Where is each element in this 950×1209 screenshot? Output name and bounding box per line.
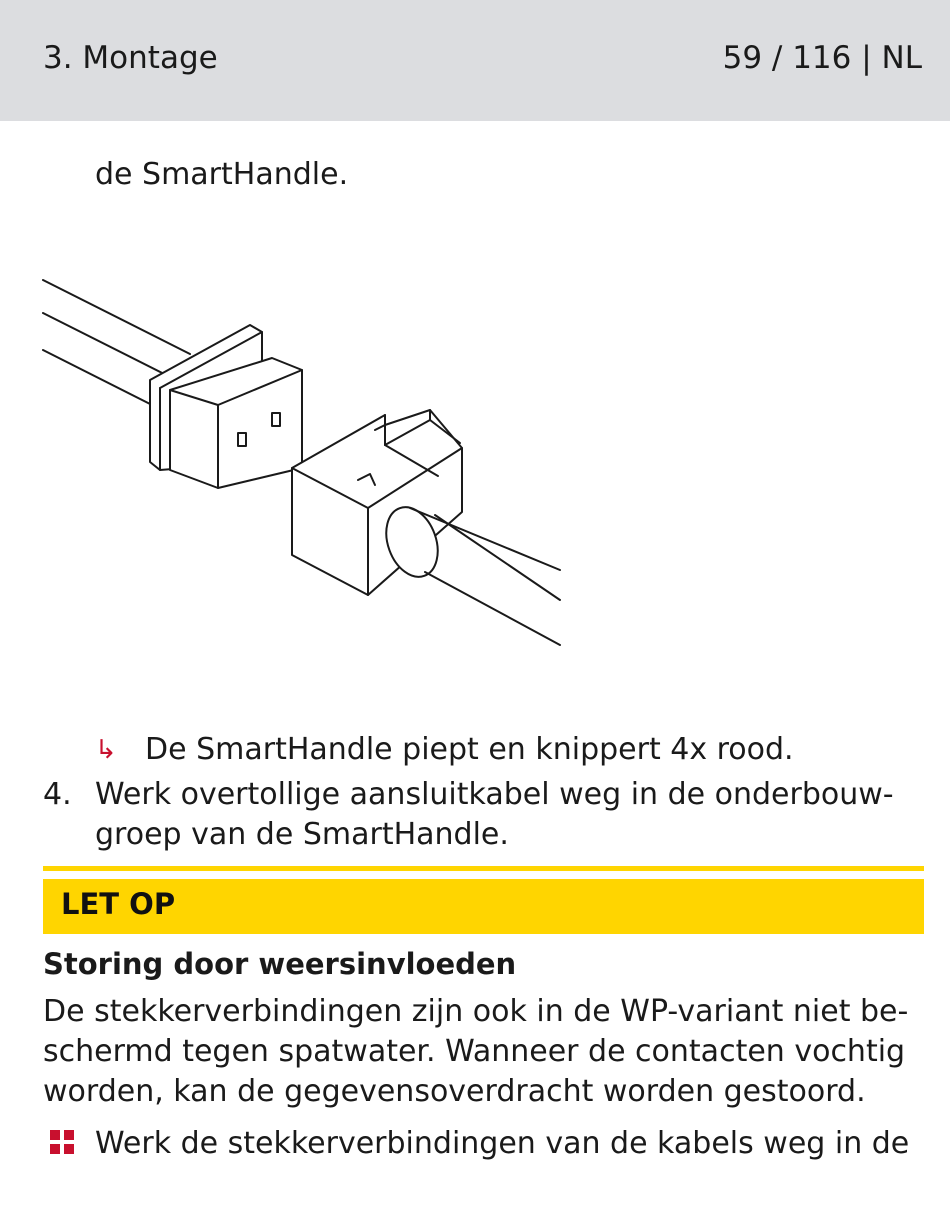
step-line-1: Werk overtollige aansluitkabel weg in de onderbouw- [95, 777, 894, 812]
result-text: De SmartHandle piept en knippert 4x rood. [145, 732, 794, 767]
page-info: 59 / 116 | NL [722, 40, 922, 76]
page-header [0, 0, 950, 121]
section-title: 3. Montage [43, 40, 218, 76]
action-bullet-icon [50, 1130, 74, 1154]
notice-title: Storing door weersinvloeden [43, 947, 517, 981]
notice-label: LET OP [61, 887, 176, 921]
notice-line-2: schermd tegen spatwater. Wanneer de contacten vochtig [43, 1034, 906, 1069]
action-text: Werk de stekkerverbindingen van de kabels weg in de [95, 1126, 910, 1161]
result-arrow-icon: ↳ [95, 735, 117, 765]
notice-line-1: De stekkerverbindingen zijn ook in de WP-variant niet be- [43, 994, 909, 1029]
step-number: 4. [43, 777, 72, 812]
connector-illustration [40, 270, 570, 660]
step-line-2: groep van de SmartHandle. [95, 817, 509, 852]
notice-label-box [43, 879, 924, 934]
intro-line: de SmartHandle. [95, 157, 349, 192]
notice-top-rule [43, 866, 924, 871]
notice-line-3: worden, kan de gegevensoverdracht worden gestoord. [43, 1074, 866, 1109]
